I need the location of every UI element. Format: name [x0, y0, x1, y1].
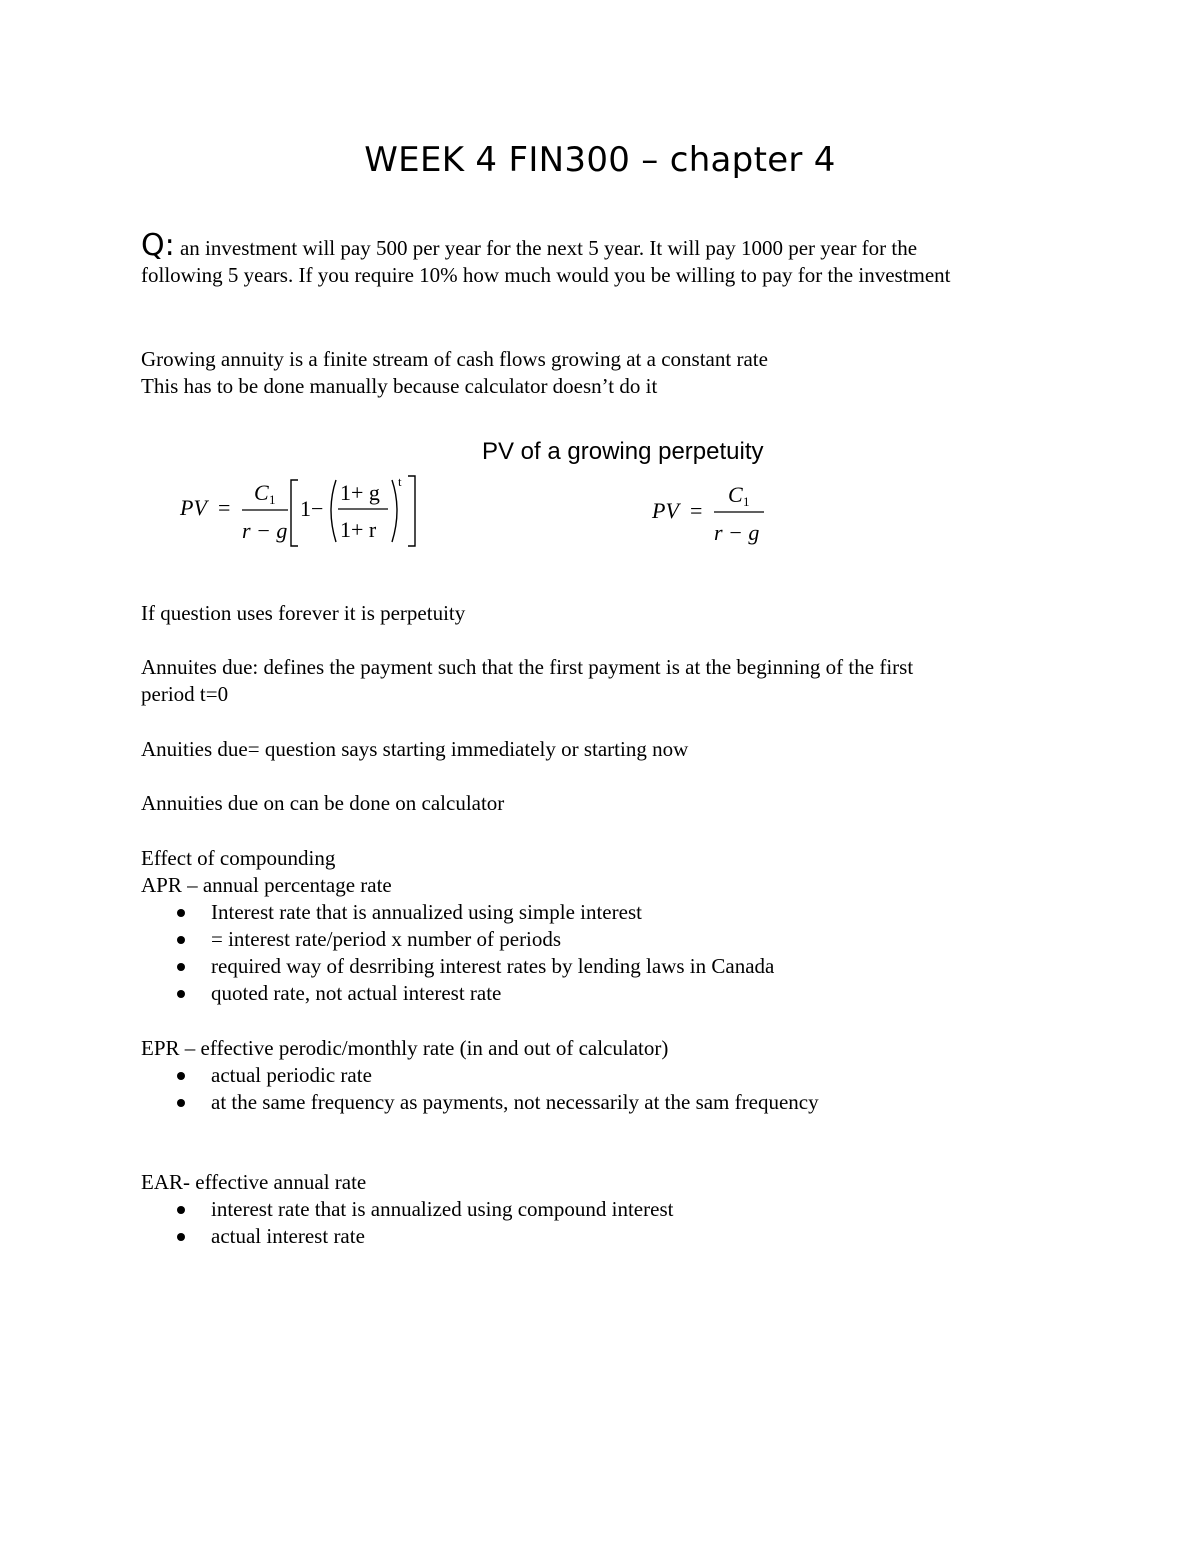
apr-list [141, 899, 1071, 1007]
denominator: r − g [242, 518, 288, 543]
ear-list [141, 1196, 1071, 1250]
list-item: quoted rate, not actual interest rate [141, 980, 1071, 1007]
annuities-due-line-1: Annuites due: defines the payment such that the first payment is at the beginning of the first [141, 655, 914, 679]
list-item: actual interest rate [141, 1223, 1071, 1250]
epr-heading: EPR – effective perodic/monthly rate (in and out of calculator) [141, 1036, 669, 1060]
growing-annuity-formula [179, 474, 415, 546]
list-item: = interest rate/period x number of periods [141, 926, 1071, 953]
epr-list [141, 1062, 1071, 1116]
apr-heading: APR – annual percentage rate [141, 873, 392, 897]
perpetuity-numerator: C [728, 482, 743, 507]
perpetuity-title: PV of a growing perpetuity [482, 438, 764, 465]
growing-perpetuity-formula [651, 482, 764, 545]
perpetuity-denominator: r − g [714, 520, 760, 545]
epr-section [141, 1035, 1071, 1116]
annuities-due-hint: Anuities due= question says starting immediately or starting now [141, 737, 689, 761]
perpetuity-numerator-subscript: 1 [743, 494, 750, 509]
inner-denominator: 1+ r [340, 517, 377, 542]
list-item: interest rate that is annualized using compound interest [141, 1196, 1071, 1223]
compounding-section [141, 845, 1071, 1007]
perpetuity-note: If question uses forever it is perpetuity [141, 601, 466, 625]
right-paren [392, 480, 397, 542]
growing-annuity-line-1: Growing annuity is a finite stream of cash flows growing at a constant rate [141, 347, 768, 371]
inner-numerator: 1+ g [340, 480, 380, 505]
growing-annuity-paragraph [141, 346, 1071, 400]
list-item: required way of desrribing interest rates by lending laws in Canada [141, 953, 1071, 980]
perpetuity-equals-sign: = [690, 498, 703, 523]
list-item: actual periodic rate [141, 1062, 1071, 1089]
right-bracket [408, 476, 415, 546]
ear-section [141, 1169, 1071, 1250]
question-line-1: an investment will pay 500 per year for the next 5 year. It will pay 1000 per year for the [179, 236, 918, 260]
annuities-due-definition [141, 654, 1071, 708]
growing-annuity-line-2: This has to be done manually because calculator doesn’t do it [141, 374, 658, 398]
one-minus: 1− [300, 496, 324, 521]
left-paren [331, 480, 336, 542]
numerator-subscript: 1 [269, 492, 276, 507]
list-item: at the same frequency as payments, not necessarily at the sam frequency [141, 1089, 1071, 1116]
question-paragraph [141, 228, 1071, 289]
list-item: Interest rate that is annualized using simple interest [141, 899, 1071, 926]
formula-image [170, 430, 810, 560]
question-label: Q: [141, 228, 175, 263]
annuities-due-calculator: Annuities due on can be done on calculator [141, 791, 505, 815]
ear-heading: EAR- effective annual rate [141, 1170, 367, 1194]
exponent: t [398, 474, 402, 489]
equals-sign: = [218, 495, 231, 520]
perpetuity-pv-label: PV [652, 498, 679, 523]
left-bracket [291, 480, 298, 546]
pv-label: PV [180, 495, 207, 520]
annuities-due-line-2: period t=0 [141, 682, 229, 706]
compounding-heading: Effect of compounding [141, 846, 336, 870]
page-title: WEEK 4 FIN300 – chapter 4 [364, 140, 836, 180]
numerator: C [254, 480, 269, 505]
question-line-2: following 5 years. If you require 10% how much would you be willing to pay for the investment [141, 263, 951, 287]
